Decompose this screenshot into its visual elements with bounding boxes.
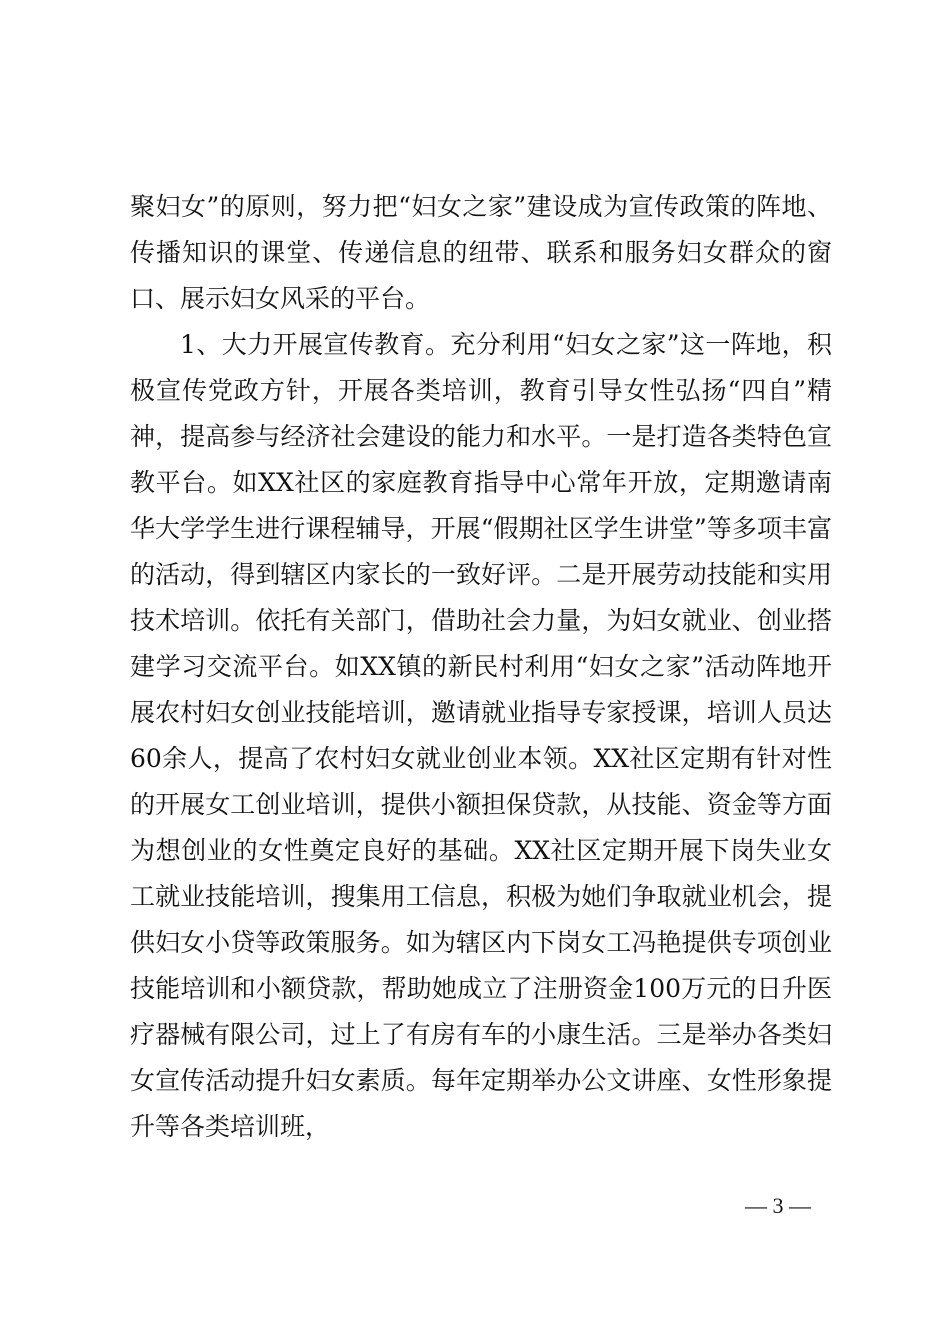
page-number: — 3 — (745, 1193, 811, 1218)
document-body (130, 184, 832, 1150)
paragraph-continuation: 聚妇女”的原则，努力把“妇女之家”建设成为宣传政策的阵地、传播知识的课堂、传递信息的纽带、联系和服务妇女群众的窗口、展示妇女风采的平台。 (130, 192, 832, 313)
paragraph-publicity-education: 1、大力开展宣传教育。充分利用“妇女之家”这一阵地，积极宣传党政方针，开展各类培训，教育引导女性弘扬“四自”精神，提高参与经济社会建设的能力和水平。一是打造各类特色宣教平台。如XX社区的家庭教育指导中心常年开放，定期邀请南华大学学生进行课程辅导，开展“假期社区学生讲堂”等多项丰富的活动，得到辖区内家长的一致好评。二是开展劳动技能和实用技术培训。依托有关部门，借助社会力量，为妇女就业、创业搭建学习交流平台。如XX镇的新民村利用“妇女之家”活动阵地开展农村妇女创业技能培训，邀请就业指导专家授课，培训人员达60余人，提高了农村妇女就业创业本领。XX社区定期有针对性的开展女工创业培训，提供小额担保贷款，从技能、资金等方面为想创业的女性奠定良好的基础。XX社区定期开展下岗失业女工就业技能培训，搜集用工信息，积极为她们争取就业机会，提供妇女小贷等政策服务。如为辖区内下岗女工冯艳提供专项创业技能培训和小额贷款，帮助她成立了注册资金100万元的日升医疗器械有限公司，过上了有房有车的小康生活。三是举办各类妇女宣传活动提升妇女素质。每年定期举办公文讲座、女性形象提升等各类培训班， (130, 330, 832, 1141)
